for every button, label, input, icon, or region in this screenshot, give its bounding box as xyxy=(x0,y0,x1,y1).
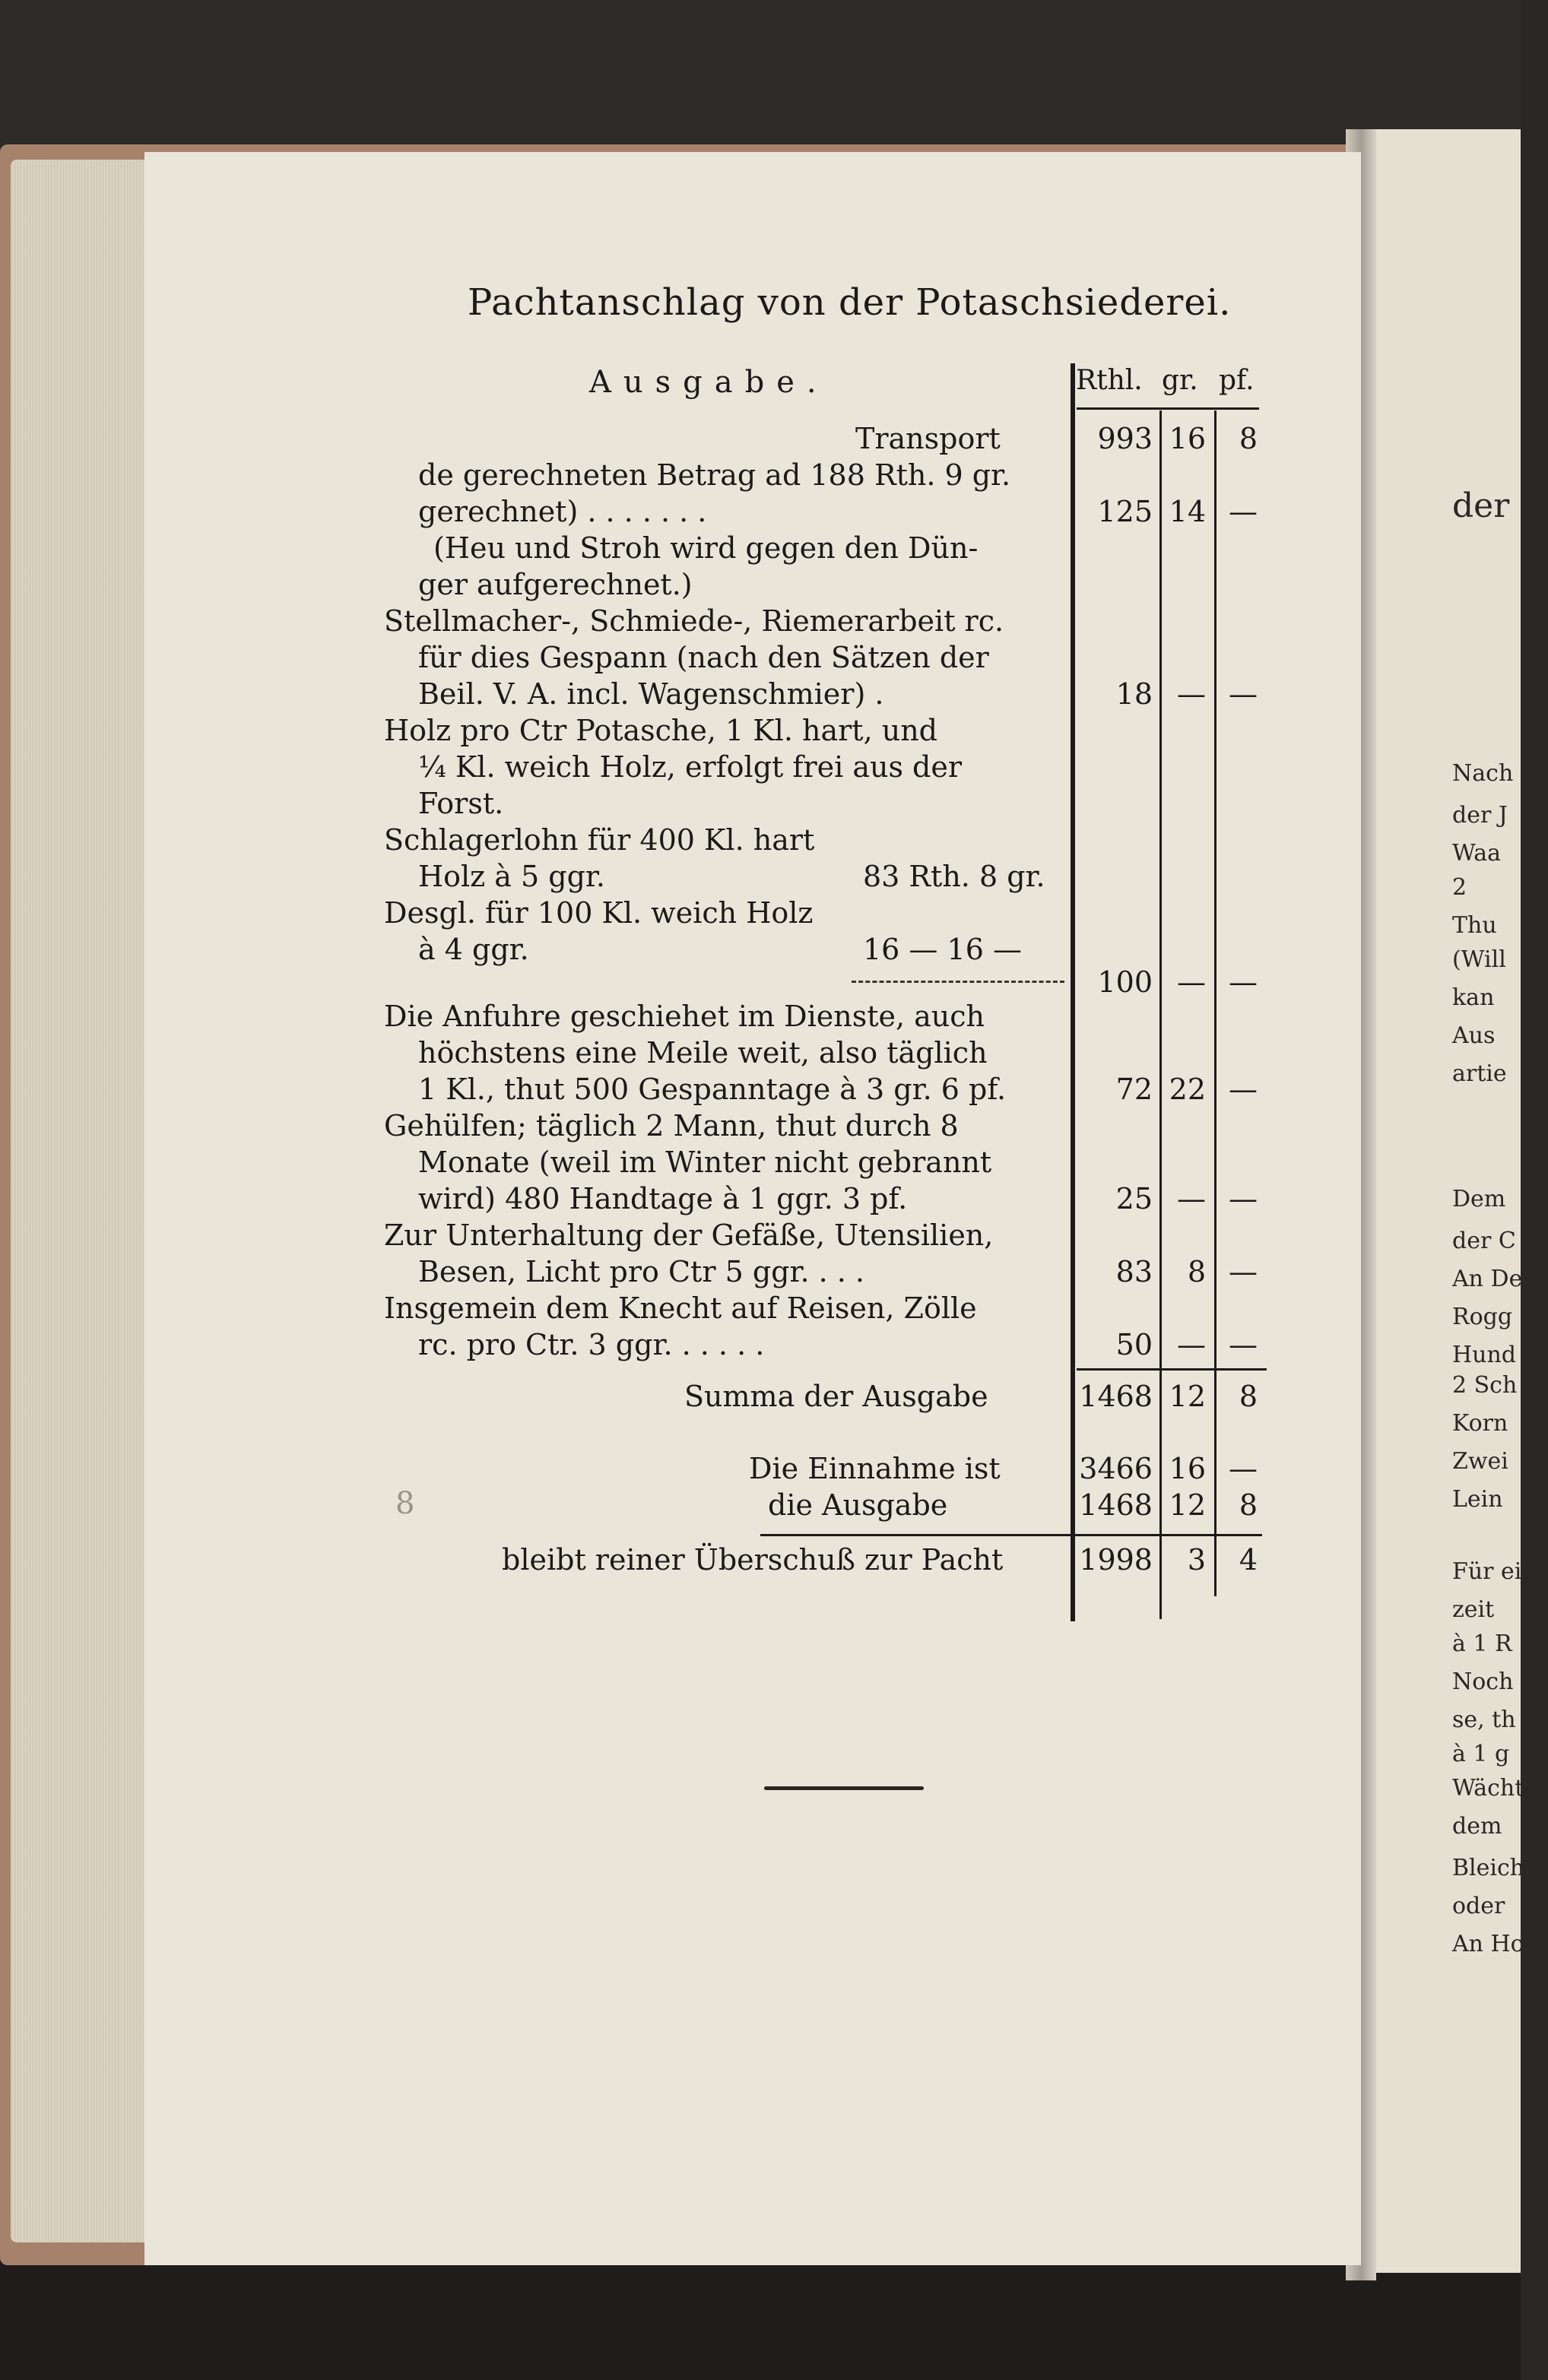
line-15: à 4 ggr. xyxy=(418,933,529,966)
right-page-line: à 1 g xyxy=(1452,1741,1510,1767)
amount-r8-pf: — xyxy=(1229,1328,1258,1361)
amount-r5-gr: 22 xyxy=(1169,1073,1206,1106)
right-page-line: Waa xyxy=(1452,840,1501,867)
end-ornament-rule xyxy=(764,1786,924,1790)
right-page-line: Bleich xyxy=(1452,1855,1525,1881)
right-page-line: oder xyxy=(1452,1893,1505,1919)
amount-r4-pf: — xyxy=(1229,965,1258,999)
page-edges xyxy=(11,160,163,2242)
right-page-line: Nach xyxy=(1452,760,1514,787)
section-heading: Ausgabe. xyxy=(589,365,829,400)
right-page-line: der J xyxy=(1452,802,1508,829)
right-page-line: 2 Sch xyxy=(1452,1372,1518,1399)
amount-r6-pf: — xyxy=(1229,1182,1258,1215)
amount-pacht-rthl: 1998 xyxy=(1079,1543,1153,1577)
right-page-line: Hund xyxy=(1452,1342,1517,1368)
right-page-line: à 1 R xyxy=(1452,1631,1512,1657)
amount-r7-rthl: 83 xyxy=(1115,1255,1153,1288)
line-transport: Transport xyxy=(855,422,1001,455)
line-ausgabe: die Ausgabe xyxy=(768,1488,948,1522)
line-24: Insgemein dem Knecht auf Reisen, Zölle xyxy=(384,1291,977,1325)
right-page-line: Aus xyxy=(1452,1022,1496,1049)
amount-r8-gr: — xyxy=(1177,1328,1206,1361)
amount-transport-pf: 8 xyxy=(1239,422,1258,455)
line-18: 1 Kl., thut 500 Gespanntage à 3 gr. 6 pf. xyxy=(418,1073,1007,1106)
amount-summa-gr: 12 xyxy=(1169,1380,1206,1413)
line-6: Stellmacher-, Schmiede-, Riemerarbeit rc. xyxy=(384,604,1004,638)
amount-r2-gr: 14 xyxy=(1169,495,1206,528)
line-12: Schlagerlohn für 400 Kl. hart xyxy=(384,823,815,857)
right-page-line: Zwei xyxy=(1452,1448,1508,1475)
column-rule-rthl xyxy=(1159,410,1162,1619)
line-17: höchstens eine Meile weit, also täglich xyxy=(418,1036,988,1070)
amount-transport-rthl: 993 xyxy=(1097,422,1153,455)
right-page-line: Thu xyxy=(1452,912,1497,939)
line-23: Besen, Licht pro Ctr 5 ggr. . . . xyxy=(418,1255,865,1288)
right-page-line: artie xyxy=(1452,1060,1507,1087)
right-page-line: Für ein xyxy=(1452,1558,1537,1585)
line-15-amount: 16 — 16 — xyxy=(863,933,1022,966)
amount-r2-pf: — xyxy=(1229,495,1258,528)
line-10: ¼ Kl. weich Holz, erfolgt frei aus der xyxy=(418,750,963,784)
right-page-line: dem xyxy=(1452,1813,1502,1840)
line-pacht: bleibt reiner Überschuß zur Pacht xyxy=(502,1543,1004,1577)
amount-pacht-gr: 3 xyxy=(1187,1543,1206,1577)
line-2: de gerechneten Betrag ad 188 Rth. 9 gr. xyxy=(418,458,1011,492)
amount-ausgabe-pf: 8 xyxy=(1239,1488,1258,1522)
amount-r7-pf: — xyxy=(1229,1255,1258,1288)
amount-r5-pf: — xyxy=(1229,1073,1258,1106)
line-4: (Heu und Stroh wird gegen den Dün- xyxy=(433,531,979,565)
right-page-line: 2 xyxy=(1452,874,1467,901)
header-rule xyxy=(1077,407,1259,410)
page-title: Pachtanschlag von der Potaschsiederei. xyxy=(468,281,1232,324)
right-page-line: kan xyxy=(1452,984,1495,1011)
line-21: wird) 480 Handtage à 1 ggr. 3 pf. xyxy=(418,1182,908,1215)
column-header-rthl: Rthl. xyxy=(1076,365,1143,396)
amount-r3-rthl: 18 xyxy=(1115,677,1153,711)
line-16: Die Anfuhre geschiehet im Dienste, auch xyxy=(384,1000,985,1033)
right-page-line: Rogg xyxy=(1452,1304,1513,1330)
background-top xyxy=(0,0,1521,152)
line-25: rc. pro Ctr. 3 ggr. . . . . . xyxy=(418,1328,765,1361)
right-page-line: Lein xyxy=(1452,1486,1503,1513)
result-rule xyxy=(760,1534,1262,1536)
line-summa: Summa der Ausgabe xyxy=(684,1380,988,1413)
line-7: für dies Gespann (nach den Sätzen der xyxy=(418,641,989,674)
right-page-line: An De xyxy=(1452,1266,1523,1292)
column-rule-left xyxy=(1071,363,1075,1621)
amount-ausgabe-rthl: 1468 xyxy=(1079,1488,1153,1522)
amount-r5-rthl: 72 xyxy=(1115,1073,1153,1106)
right-page xyxy=(1376,129,1548,2273)
line-5: ger aufgerechnet.) xyxy=(418,568,693,601)
amount-transport-gr: 16 xyxy=(1169,422,1206,455)
amount-r3-gr: — xyxy=(1177,677,1206,711)
line-13: Holz à 5 ggr. xyxy=(418,860,605,893)
line-11: Forst. xyxy=(418,787,504,820)
sum-rule xyxy=(1077,1368,1267,1371)
line-9: Holz pro Ctr Potasche, 1 Kl. hart, und xyxy=(384,714,937,747)
amount-r3-pf: — xyxy=(1229,677,1258,711)
line-8: Beil. V. A. incl. Wagenschmier) . xyxy=(418,677,884,711)
amount-r4-rthl: 100 xyxy=(1097,965,1153,999)
margin-mark: 8 xyxy=(395,1486,415,1521)
line-19: Gehülfen; täglich 2 Mann, thut durch 8 xyxy=(384,1109,959,1142)
line-3: gerechnet) . . . . . . . xyxy=(418,495,707,528)
right-page-line: der C xyxy=(1452,1228,1516,1254)
amount-summa-rthl: 1468 xyxy=(1079,1380,1153,1413)
amount-einnahme-pf: — xyxy=(1229,1452,1258,1485)
line-14: Desgl. für 100 Kl. weich Holz xyxy=(384,896,814,930)
amount-einnahme-rthl: 3466 xyxy=(1079,1452,1153,1485)
amount-r4-gr: — xyxy=(1177,965,1206,999)
amount-r6-rthl: 25 xyxy=(1115,1182,1153,1215)
column-rule-gr xyxy=(1214,410,1217,1596)
line-13-amount: 83 Rth. 8 gr. xyxy=(863,860,1045,893)
column-header-gr: gr. xyxy=(1162,365,1198,396)
right-page-line: Wächter xyxy=(1452,1775,1548,1802)
right-page-line: Noch xyxy=(1452,1669,1514,1695)
amount-einnahme-gr: 16 xyxy=(1169,1452,1206,1485)
amount-ausgabe-gr: 12 xyxy=(1169,1488,1206,1522)
amount-r7-gr: 8 xyxy=(1187,1255,1206,1288)
column-header-pf: pf. xyxy=(1219,365,1255,396)
amount-r8-rthl: 50 xyxy=(1115,1328,1153,1361)
line-22: Zur Unterhaltung der Gefäße, Utensilien, xyxy=(384,1219,994,1252)
line-20: Monate (weil im Winter nicht gebrannt xyxy=(418,1146,992,1179)
right-page-line: Dem xyxy=(1452,1186,1506,1212)
right-page-line: zeit xyxy=(1452,1596,1495,1623)
right-page-line: se, th xyxy=(1452,1707,1516,1733)
right-page-head: der xyxy=(1452,486,1510,525)
right-page-line: (Will xyxy=(1452,946,1506,973)
line-einnahme: Die Einnahme ist xyxy=(749,1452,1001,1485)
subtotal-dash-rule xyxy=(852,981,1064,983)
right-page-line: An Holz xyxy=(1452,1931,1544,1957)
amount-r2-rthl: 125 xyxy=(1097,495,1153,528)
right-page-line: Korn xyxy=(1452,1410,1508,1437)
amount-summa-pf: 8 xyxy=(1239,1380,1258,1413)
amount-pacht-pf: 4 xyxy=(1239,1543,1258,1577)
amount-r6-gr: — xyxy=(1177,1182,1206,1215)
